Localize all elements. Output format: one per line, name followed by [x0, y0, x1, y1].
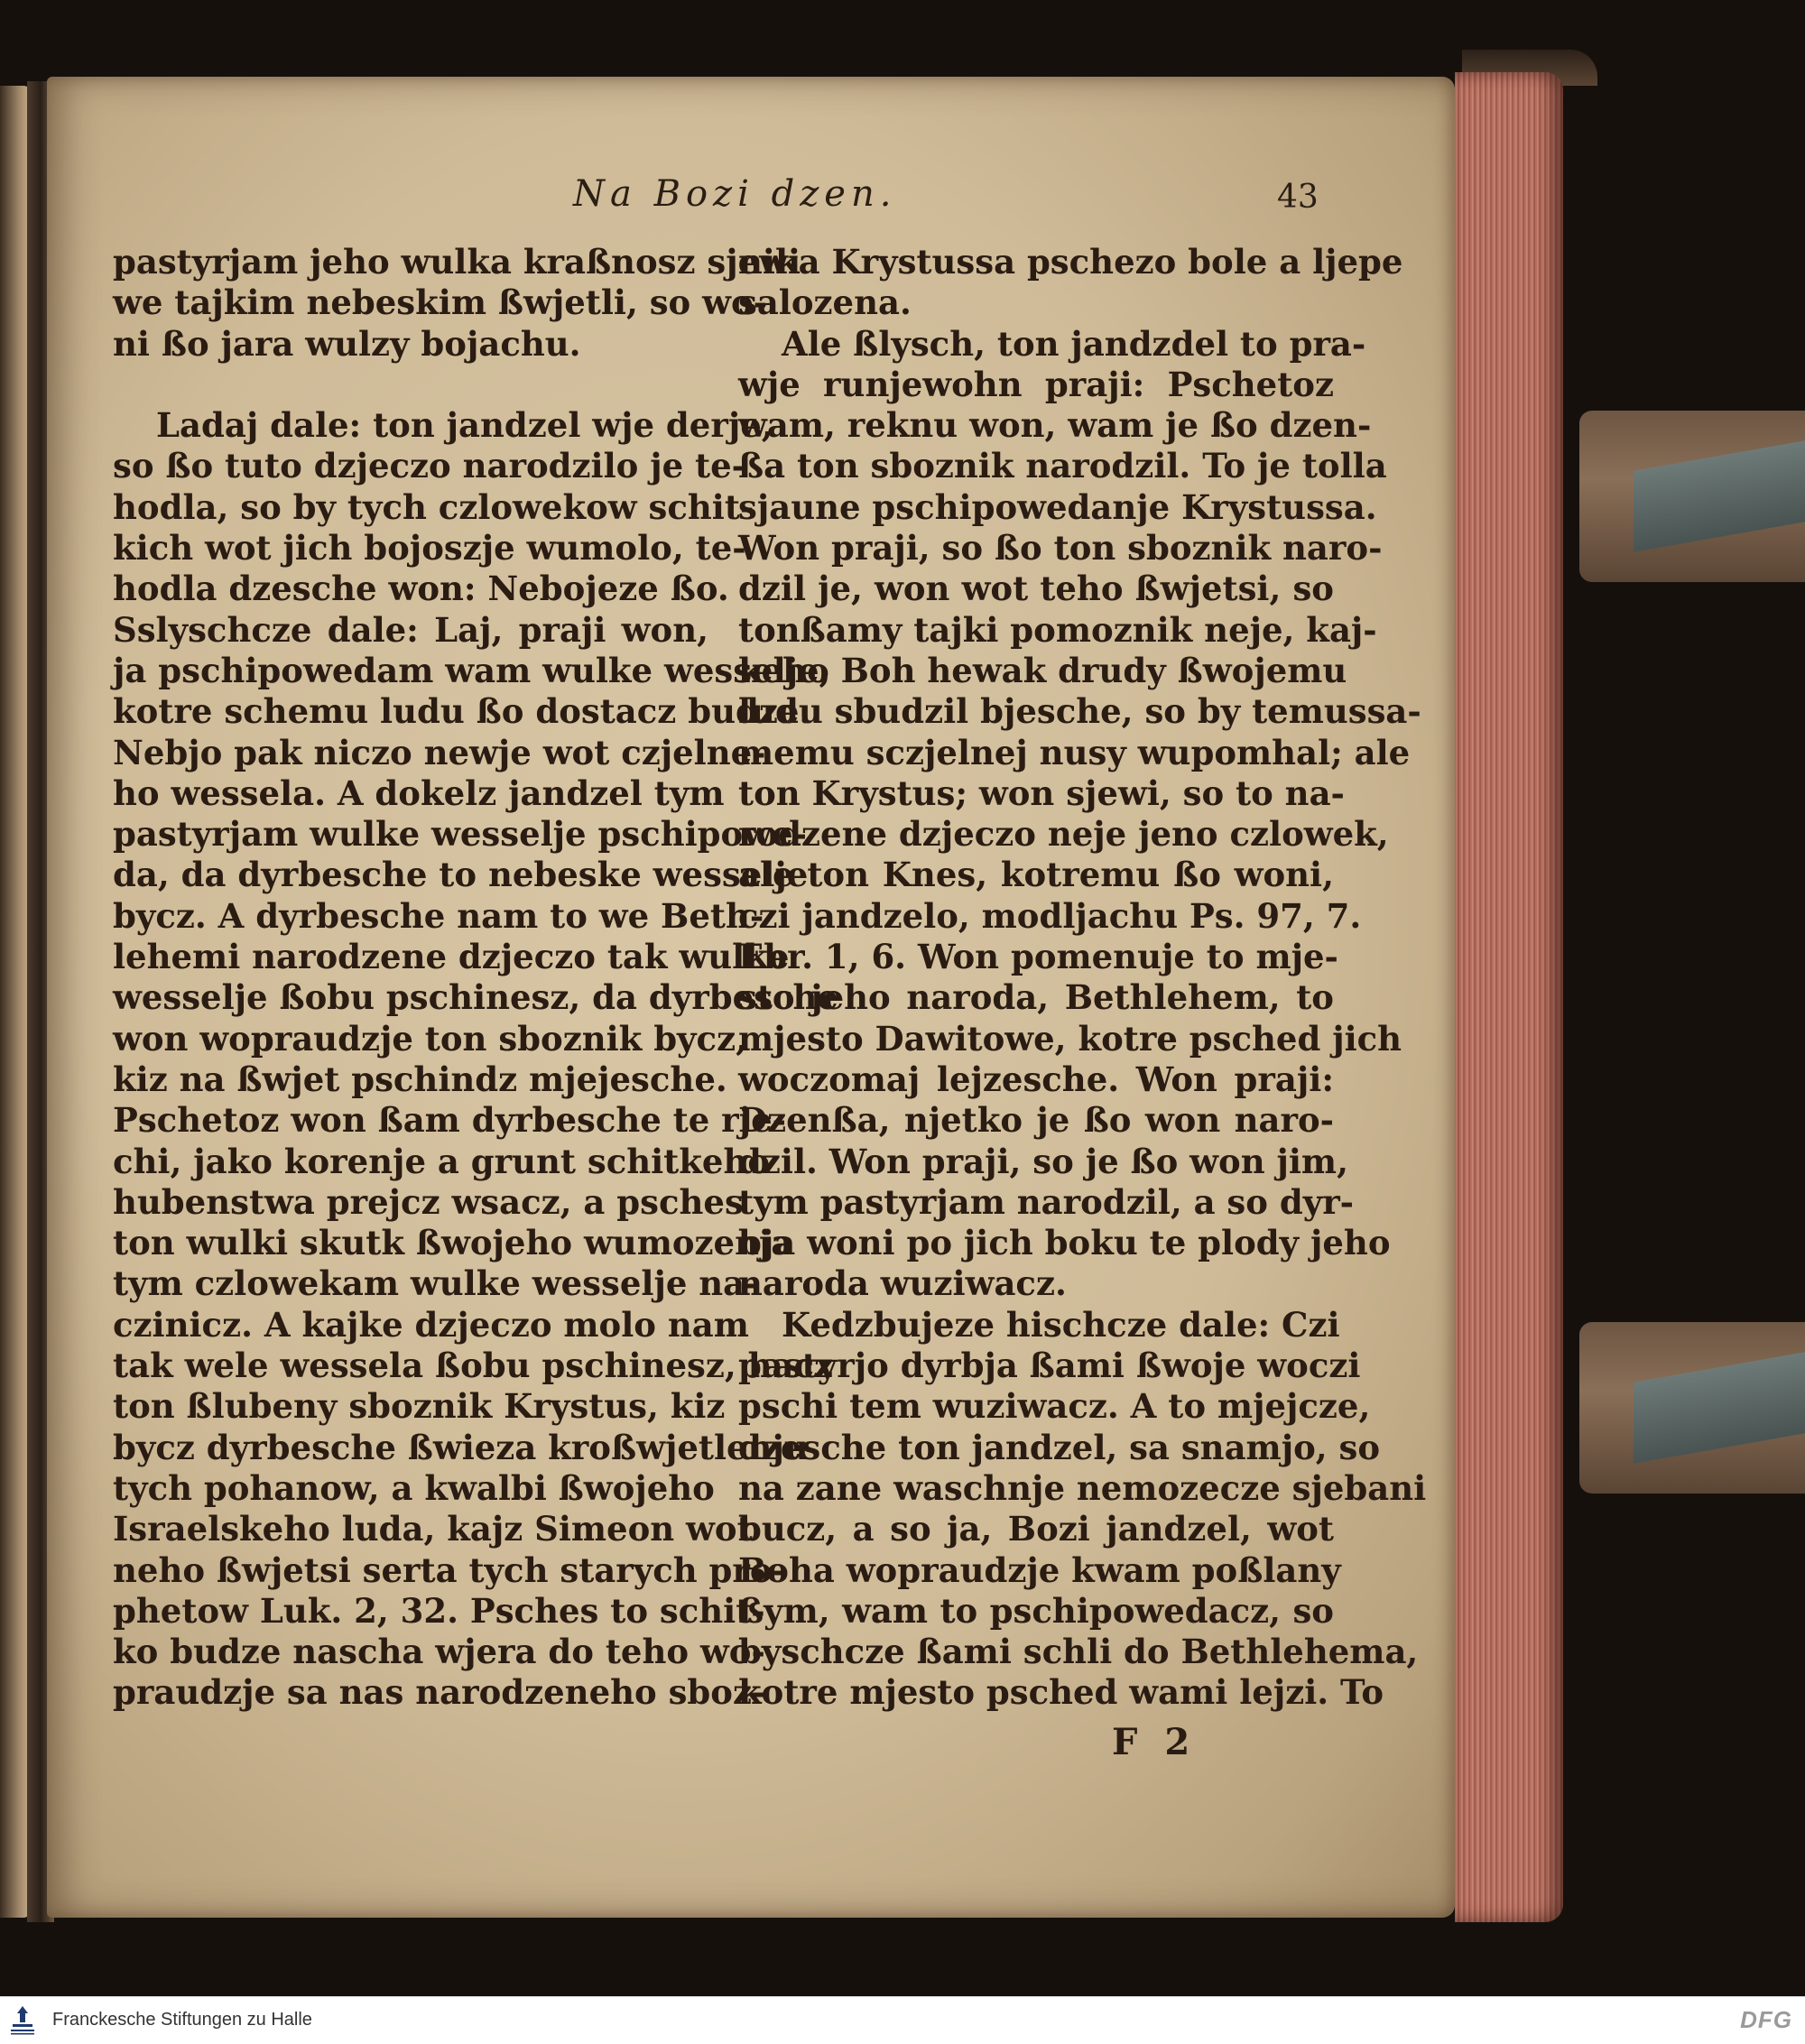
clasp-upper — [1579, 411, 1805, 582]
text-line: dzesche ton jandzel, sa snamjo, so — [738, 1427, 1381, 1467]
text-line: bucz, a so ja, Bozi jandzel, wot — [738, 1509, 1334, 1549]
text-line: phetow Luk. 2, 32. Psches to schit- — [113, 1590, 765, 1631]
text-line: naroda wuziwacz. — [738, 1263, 1067, 1304]
text-line: Boha wopraudzje kwam poßlany — [738, 1549, 1341, 1590]
text-line: salozena. — [738, 282, 912, 323]
text-line: na zane waschnje nemozecze sjebani — [738, 1467, 1427, 1508]
text-line: ja pschipowedam wam wulke wesselje, — [113, 650, 831, 690]
text-line: kotre mjesto psched wami lejzi. To — [738, 1672, 1384, 1713]
text-line: ßym, wam to pschipowedacz, so — [738, 1590, 1334, 1631]
text-line: czinicz. A kajke dzjeczo molo nam — [113, 1304, 749, 1345]
text-line: lehemi narodzene dzjeczo tak wulke — [113, 937, 790, 977]
text-line: pastyrjo dyrbja ßami ßwoje woczi — [738, 1346, 1361, 1386]
text-line: pastyrjam wulke wesselje pschipowe- — [113, 814, 807, 855]
text-line: hodla dzesche won: Nebojeze ßo. — [113, 569, 729, 609]
text-line: Nebjo pak niczo newje wot czjelne- — [113, 732, 766, 772]
page-block-edge — [1455, 72, 1563, 1922]
text-line: keho Boh hewak drudy ßwojemu — [738, 650, 1347, 690]
text-line: Won praji, so ßo ton sboznik naro- — [738, 528, 1383, 569]
running-header: Na Bozi dzen. — [573, 173, 897, 215]
paragraph-gap — [113, 365, 708, 405]
text-line: hubenstwa prejcz wsacz, a psches — [113, 1181, 744, 1222]
text-line: we tajkim nebeskim ßwjetli, so wo- — [113, 282, 767, 323]
text-line: dzil. Won praji, so je ßo won jim, — [738, 1141, 1348, 1181]
dfg-logo: DFG — [1740, 2006, 1792, 2033]
text-line: bja woni po jich boku te plody jeho — [738, 1223, 1391, 1263]
text-line: neho ßwjetsi serta tych starych pro- — [113, 1549, 786, 1590]
text-line: ni ßo jara wulzy bojachu. — [113, 323, 581, 364]
text-line: Sslyschcze dale: Laj, praji won, — [113, 609, 708, 650]
text-line: ßa ton sboznik narodzil. To je tolla — [738, 446, 1387, 486]
text-line: tonßamy tajki pomoznik neje, kaj- — [738, 609, 1377, 650]
text-line: Ale ßlysch, ton jandzdel to pra- — [782, 323, 1366, 364]
signature-mark: F 2 — [1112, 1721, 1198, 1763]
text-line: ho wessela. A dokelz jandzel tym — [113, 772, 725, 813]
text-line: Kedzbujeze hischcze dale: Czi — [782, 1304, 1340, 1345]
text-line: kiz na ßwjet pschindz mjejesche. — [113, 1059, 727, 1099]
text-line: Pschetoz won ßam dyrbesche te rje- — [113, 1100, 786, 1141]
text-line: won wopraudzje ton sboznik bycz, — [113, 1018, 747, 1059]
institution-logo-icon — [5, 2002, 40, 2039]
text-line: kich wot jich bojoszje wumolo, te- — [113, 528, 746, 569]
text-line: pastyrjam jeho wulka kraßnosz sjewi — [113, 242, 801, 282]
text-line: ton ßlubeny sboznik Krystus, kiz — [113, 1386, 726, 1427]
text-line: so ßo tuto dzjeczo narodzilo je te- — [113, 446, 746, 486]
text-line: bycz. A dyrbesche nam to we Beth- — [113, 895, 764, 936]
text-line: praudzje sa nas narodzeneho sboz- — [113, 1672, 766, 1713]
text-line: bycz dyrbesche ßwieza kroßwjetlenju — [113, 1427, 809, 1467]
text-line: tak wele wessela ßobu pschinesz, hacz — [113, 1346, 834, 1386]
text-line: rodzene dzjeczo neje jeno czlowek, — [738, 814, 1389, 855]
text-line: chi, jako korenje a grunt schitkeho — [113, 1141, 771, 1181]
text-line: ko budze nascha wjera do teho wo- — [113, 1632, 765, 1672]
text-line: ludu sbudzil bjesche, so by temussa- — [738, 691, 1421, 732]
text-line: mjesto Dawitowe, kotre psched jich — [738, 1018, 1402, 1059]
text-line: wje runjewohn praji: Pschetoz — [738, 364, 1334, 404]
text-line: wesselje ßobu pschinesz, da dyrbesche — [113, 977, 838, 1018]
text-line: ton Krystus; won sjewi, so to na- — [738, 772, 1345, 813]
text-line: kotre schemu ludu ßo dostacz budze. — [113, 691, 811, 732]
text-line: nika Krystussa pschezo bole a ljepe — [738, 242, 1403, 282]
clasp-lower — [1579, 1322, 1805, 1494]
text-line: woczomaj lejzesche. Won praji: — [738, 1059, 1334, 1099]
text-line: czi jandzelo, modljachu Ps. 97, 7. — [738, 895, 1362, 936]
text-line: Ladaj dale: ton jandzel wje derje, — [156, 405, 773, 446]
text-line: sjaune pschipowedanje Krystussa. — [738, 486, 1377, 527]
page-number: 43 — [1277, 179, 1319, 216]
text-line: ale ton Knes, kotremu ßo woni, — [738, 855, 1334, 895]
text-column-right — [738, 242, 1427, 1714]
text-line: byschcze ßami schli do Bethlehema, — [738, 1632, 1419, 1672]
institution-name: Franckesche Stiftungen zu Halle — [52, 2010, 312, 2030]
text-line: Ebr. 1, 6. Won pomenuje to mje- — [738, 937, 1338, 977]
text-line: tym pastyrjam narodzil, a so dyr- — [738, 1181, 1355, 1222]
text-line: sto jeho naroda, Bethlehem, to — [738, 977, 1334, 1018]
text-line: hodla, so by tych czlowekow schit- — [113, 486, 754, 527]
text-line: Israelskeho luda, kajz Simeon wot — [113, 1509, 753, 1549]
text-line: wam, reknu won, wam je ßo dzen- — [738, 405, 1372, 446]
text-line: dzil je, won wot teho ßwjetsi, so — [738, 569, 1334, 609]
footer-bar — [0, 1996, 1805, 2044]
text-line: tym czlowekam wulke wesselje na- — [113, 1263, 759, 1304]
text-line: Dzenßa, njetko je ßo won naro- — [738, 1100, 1334, 1141]
text-line: da, da dyrbesche to nebeske wesselje — [113, 855, 809, 895]
left-page-edge — [0, 86, 31, 1918]
text-line: pschi tem wuziwacz. A to mjejcze, — [738, 1386, 1371, 1427]
text-line: tych pohanow, a kwalbi ßwojeho — [113, 1467, 715, 1508]
text-line: memu sczjelnej nusy wupomhal; ale — [738, 732, 1411, 772]
text-line: ton wulki skutk ßwojeho wumozenja — [113, 1223, 793, 1263]
